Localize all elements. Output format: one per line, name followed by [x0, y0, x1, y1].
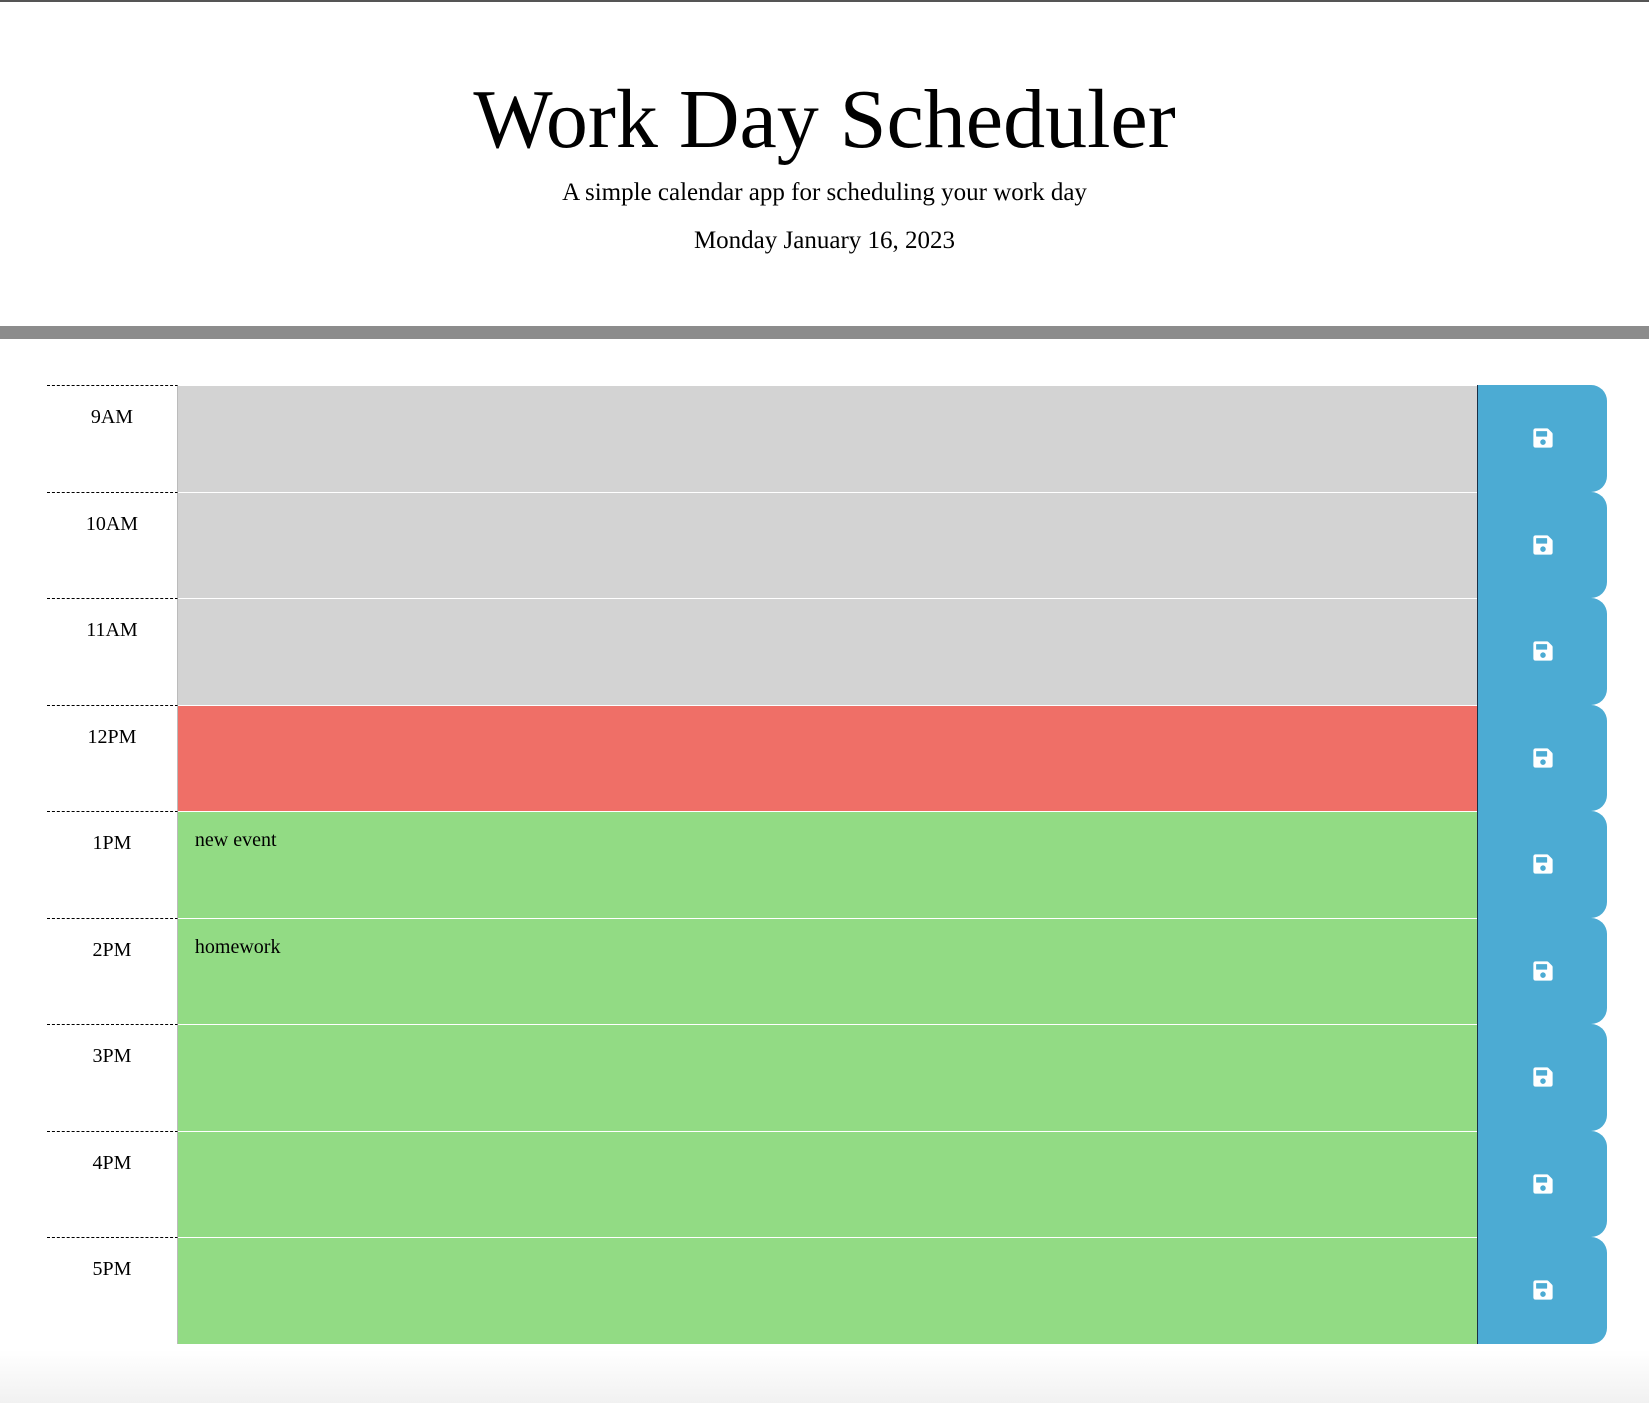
floppy-disk-icon	[1532, 640, 1554, 662]
hour-label: 10AM	[47, 492, 178, 599]
hour-label: 11AM	[47, 598, 178, 705]
save-button[interactable]	[1477, 1024, 1607, 1131]
current-date: Monday January 16, 2023	[693, 227, 956, 254]
event-text-area[interactable]	[178, 1131, 1477, 1238]
save-button[interactable]	[1477, 705, 1607, 812]
page-title: Work Day Scheduler	[473, 73, 1176, 166]
floppy-disk-icon	[1532, 1066, 1554, 1088]
time-block-row	[47, 811, 1607, 918]
time-block-row	[47, 385, 1607, 492]
event-text-area[interactable]	[178, 1024, 1477, 1131]
event-text-area[interactable]	[178, 598, 1477, 705]
floppy-disk-icon	[1532, 853, 1554, 875]
time-block-row	[47, 1131, 1607, 1238]
save-button[interactable]	[1477, 918, 1607, 1025]
floppy-disk-icon	[1532, 534, 1554, 556]
hour-label: 5PM	[47, 1237, 178, 1344]
time-block-row	[47, 918, 1607, 1025]
hour-label: 3PM	[47, 1024, 178, 1131]
time-block-row	[47, 598, 1607, 705]
floppy-disk-icon	[1532, 1279, 1554, 1301]
save-button[interactable]	[1477, 492, 1607, 599]
save-button[interactable]	[1477, 385, 1607, 492]
hour-label: 4PM	[47, 1131, 178, 1238]
floppy-disk-icon	[1532, 427, 1554, 449]
event-text-area[interactable]: homework	[178, 918, 1477, 1025]
save-button[interactable]	[1477, 1131, 1607, 1238]
time-block-row	[47, 1024, 1607, 1131]
save-button[interactable]	[1477, 598, 1607, 705]
page-bottom-shade	[0, 1350, 1649, 1403]
page-subtitle: A simple calendar app for scheduling your work day	[562, 179, 1087, 206]
time-block-row	[47, 705, 1607, 812]
floppy-disk-icon	[1532, 960, 1554, 982]
event-text-area[interactable]	[178, 385, 1477, 492]
hour-label: 1PM	[47, 811, 178, 918]
save-button[interactable]	[1477, 811, 1607, 918]
hour-label: 2PM	[47, 918, 178, 1025]
event-text-area[interactable]	[178, 492, 1477, 599]
hour-label: 9AM	[47, 385, 178, 492]
page-header	[0, 2, 1649, 339]
time-block-row	[47, 492, 1607, 599]
event-text-area[interactable]	[178, 705, 1477, 812]
event-text-area[interactable]	[178, 1237, 1477, 1344]
floppy-disk-icon	[1532, 1173, 1554, 1195]
hour-label: 12PM	[47, 705, 178, 812]
floppy-disk-icon	[1532, 747, 1554, 769]
time-block-row	[47, 1237, 1607, 1344]
save-button[interactable]	[1477, 1237, 1607, 1344]
event-text-area[interactable]: new event	[178, 811, 1477, 918]
schedule-container	[47, 385, 1607, 1344]
